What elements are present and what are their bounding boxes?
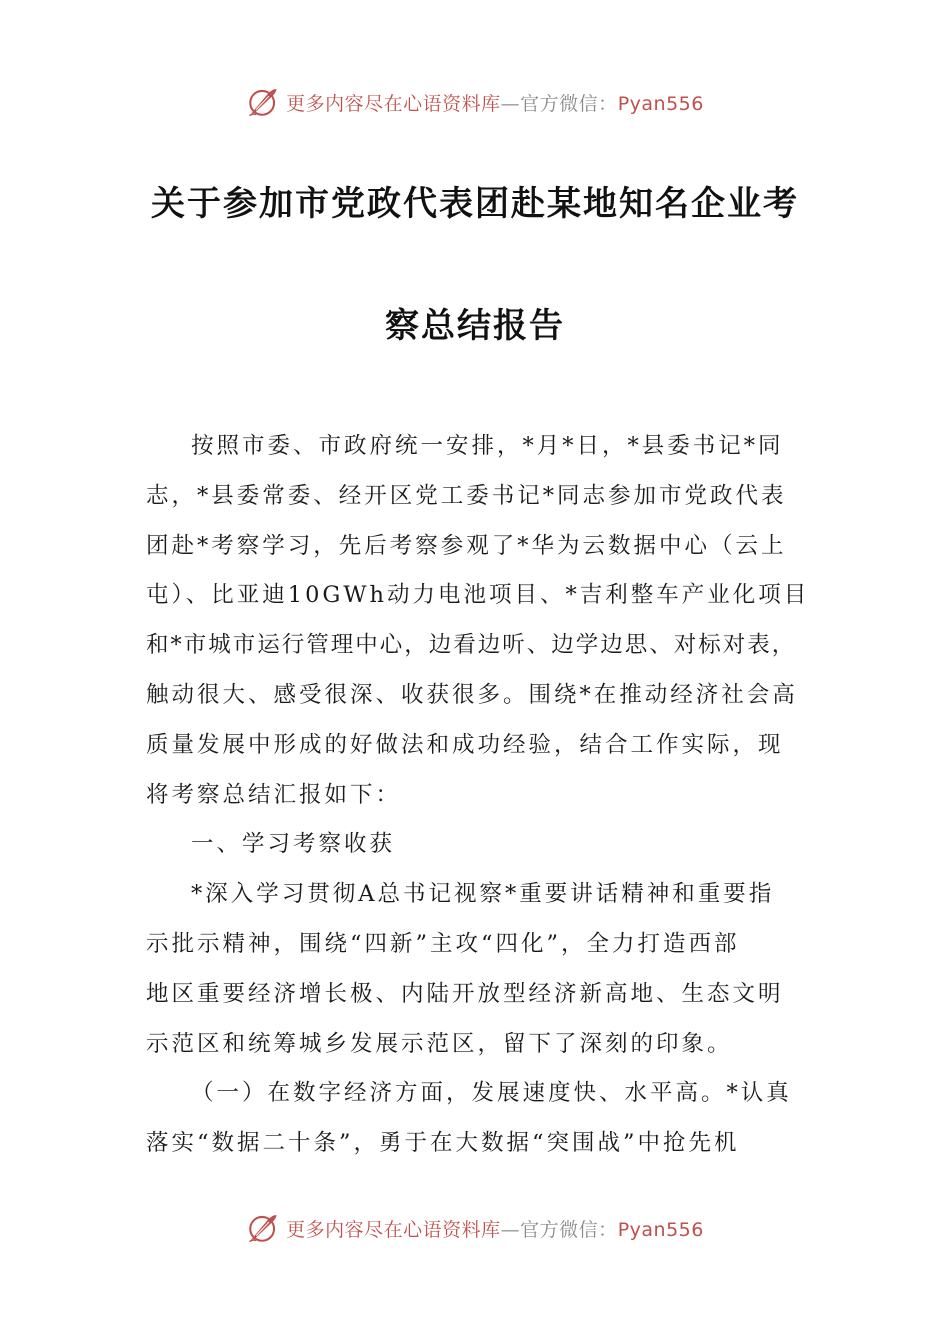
- document-title-line-2: 察总结报告: [385, 306, 565, 346]
- watermark-footer: [0, 1208, 950, 1248]
- text-line: 和*市城市运行管理中心，边看边听、边学边思、对标对表，: [146, 632, 797, 659]
- text-line: 将考察总结汇报如下：: [146, 781, 402, 808]
- body-paragraph: [146, 1069, 826, 1169]
- quill-pen-logo-icon: [246, 85, 280, 119]
- text-line: *深入学习贯彻A总书记视察*重要讲话精神和重要指: [191, 881, 775, 908]
- watermark-dash: —: [500, 1218, 521, 1241]
- watermark-text: [286, 1215, 704, 1242]
- text-line: 志，*县委常委、经开区党工委书记*同志参加市党政代表: [146, 482, 787, 509]
- watermark-brand: 更多内容尽在心语资料库: [286, 1218, 501, 1241]
- text-line: 质量发展中形成的好做法和成功经验，结合工作实际，现: [146, 731, 784, 758]
- body-paragraph: [146, 422, 826, 820]
- text-line: 团赴*考察学习，先后考察参观了*华为云数据中心（云上: [146, 532, 787, 559]
- watermark-dash: —: [500, 92, 521, 115]
- body-paragraph: [146, 870, 826, 1069]
- text-line: 触动很大、感受很深、收获很多。围绕*在推动经济社会高: [146, 681, 798, 708]
- section-heading: [146, 820, 826, 870]
- text-line: 按照市委、市政府统一安排，*月*日，*县委书记*同: [191, 433, 784, 459]
- document-title-line-1: 关于参加市党政代表团赴某地知名企业考: [151, 184, 799, 224]
- watermark-brand: 更多内容尽在心语资料库: [286, 92, 501, 115]
- text-line: 屯）、比亚迪10GWh动力电池项目、*吉利整车产业化项目: [146, 582, 810, 609]
- watermark-wechat-id: Pyan556: [617, 1218, 704, 1241]
- text-line: 地区重要经济增长极、内陆开放型经济新高地、生态文明: [146, 980, 784, 1007]
- watermark-wechat-id: Pyan556: [617, 92, 704, 115]
- text-line: 落实“数据二十条”，勇于在大数据“突围战”中抢先机: [146, 1130, 740, 1157]
- text-line: 一、学习考察收获: [191, 831, 396, 858]
- text-line: 示范区和统筹城乡发展示范区，留下了深刻的印象。: [146, 1030, 733, 1057]
- quill-pen-logo-icon: [246, 1211, 280, 1245]
- text-line: （一）在数字经济方面，发展速度快、水平高。*认真: [191, 1080, 792, 1107]
- watermark-label: 官方微信：: [520, 1218, 618, 1241]
- document-body: [146, 422, 826, 1169]
- watermark-text: [286, 89, 704, 116]
- watermark-header: [0, 82, 950, 122]
- watermark-label: 官方微信：: [520, 92, 618, 115]
- text-line: 示批示精神，围绕“四新”主攻“四化”，全力打造西部: [146, 930, 740, 957]
